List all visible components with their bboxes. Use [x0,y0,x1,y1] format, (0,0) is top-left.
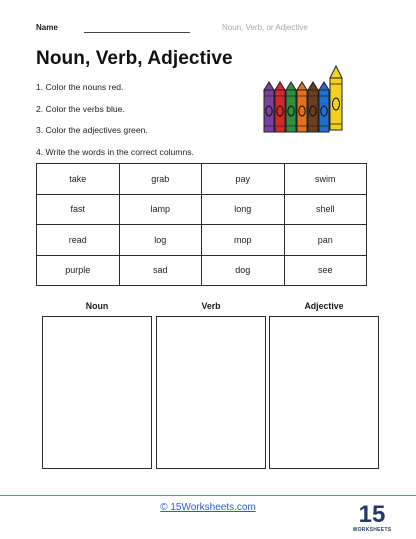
crayon-blue [319,82,329,132]
verb-answer-box[interactable] [156,316,266,469]
word-cell[interactable]: shell [284,194,367,225]
adjective-answer-box[interactable] [269,316,379,469]
crayon-orange [297,82,307,132]
word-cell[interactable]: mop [202,225,285,256]
crayon-purple [264,82,274,132]
crayons-illustration [262,64,366,144]
instruction-item: 1. Color the nouns red. [36,82,124,92]
name-row [36,21,396,35]
word-cell[interactable]: fast [37,194,120,225]
word-cell[interactable]: purple [37,255,120,286]
word-cell[interactable]: swim [284,164,367,195]
word-grid-row [37,164,367,195]
word-cell[interactable]: pan [284,225,367,256]
word-cell[interactable]: take [37,164,120,195]
word-grid-row [37,194,367,225]
crayon-brown [308,82,318,132]
instructions-list [36,82,194,168]
adjective-column-heading: Adjective [304,301,344,311]
crayon-green [286,82,296,132]
word-cell[interactable]: dog [202,255,285,286]
instruction-item: 4. Write the words in the correct columns. [36,146,194,157]
noun-column-heading: Noun [85,301,109,311]
crayon-red [275,82,285,132]
verb-column-heading: Verb [201,301,221,311]
word-cell[interactable]: pay [202,164,285,195]
word-grid-row [37,225,367,256]
word-cell[interactable]: long [202,194,285,225]
instruction-item: 2. Color the verbs blue. [36,103,125,114]
word-cell[interactable]: lamp [119,194,202,225]
word-cell[interactable]: log [119,225,202,256]
name-line[interactable] [84,32,190,33]
instruction-item: 3. Color the adjectives green. [36,125,148,135]
noun-answer-box[interactable] [42,316,152,469]
worksheet-subtitle: Noun, Verb, or Adjective [222,23,308,32]
word-cell[interactable]: grab [119,164,202,195]
name-label: Name [36,23,58,32]
logo-number: 15 [358,501,386,528]
word-cell[interactable]: see [284,255,367,286]
footer-copyright-link[interactable]: © 15Worksheets.com [160,502,256,513]
word-cell[interactable]: read [37,225,120,256]
crayon-yellow [330,66,342,130]
word-cell[interactable]: sad [119,255,202,286]
footer-divider [0,495,416,496]
word-grid [36,163,367,286]
15worksheets-logo [353,500,391,534]
logo-caption: WORKSHEETS [353,527,391,533]
word-grid-row [37,255,367,286]
page-title: Noun, Verb, Adjective [36,48,233,69]
